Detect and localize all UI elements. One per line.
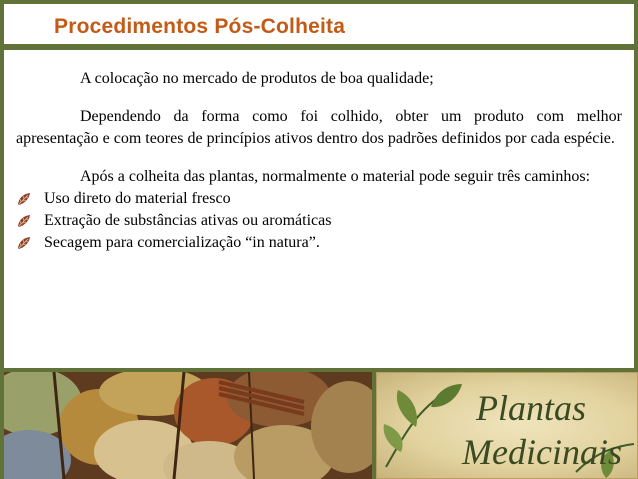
leaf-ornament-icon — [376, 372, 638, 479]
bullet-label: Extração de substâncias ativas ou aromáticas — [44, 212, 332, 229]
bullet-item-1 — [16, 188, 622, 210]
body-text — [16, 68, 622, 254]
herbs-spices-photo — [4, 372, 372, 479]
svg-text:Medicinais: Medicinais — [462, 432, 622, 472]
title-bar — [4, 4, 634, 44]
slide-title: Procedimentos Pós-Colheita — [54, 15, 346, 38]
bullet-item-2 — [16, 210, 622, 232]
photo-strip — [0, 372, 638, 479]
leaf-bullet-icon — [16, 213, 32, 229]
paragraph-3: Após a colheita das plantas, normalmente o material pode seguir três caminhos: — [80, 168, 591, 185]
bullet-label: Uso direto do material fresco — [44, 190, 231, 207]
content-panel — [4, 50, 634, 368]
svg-text:Plantas: Plantas — [476, 388, 587, 428]
bullet-list — [16, 188, 622, 254]
leaf-bullet-icon — [16, 191, 32, 207]
herb-sacks-illustration — [4, 372, 372, 479]
plantas-medicinais-logo — [376, 372, 638, 479]
bullet-label: Secagem para comercialização “in natura”. — [44, 234, 320, 251]
paragraph-2: Dependendo da forma como foi colhido, obter um produto com melhor apresentação e com teores de princípios ativos dentro dos padrões definidos por cada espécie. — [16, 108, 622, 147]
paragraph-1: A colocação no mercado de produtos de boa qualidade; — [80, 70, 434, 87]
bullet-item-3 — [16, 232, 622, 254]
leaf-bullet-icon — [16, 235, 32, 251]
